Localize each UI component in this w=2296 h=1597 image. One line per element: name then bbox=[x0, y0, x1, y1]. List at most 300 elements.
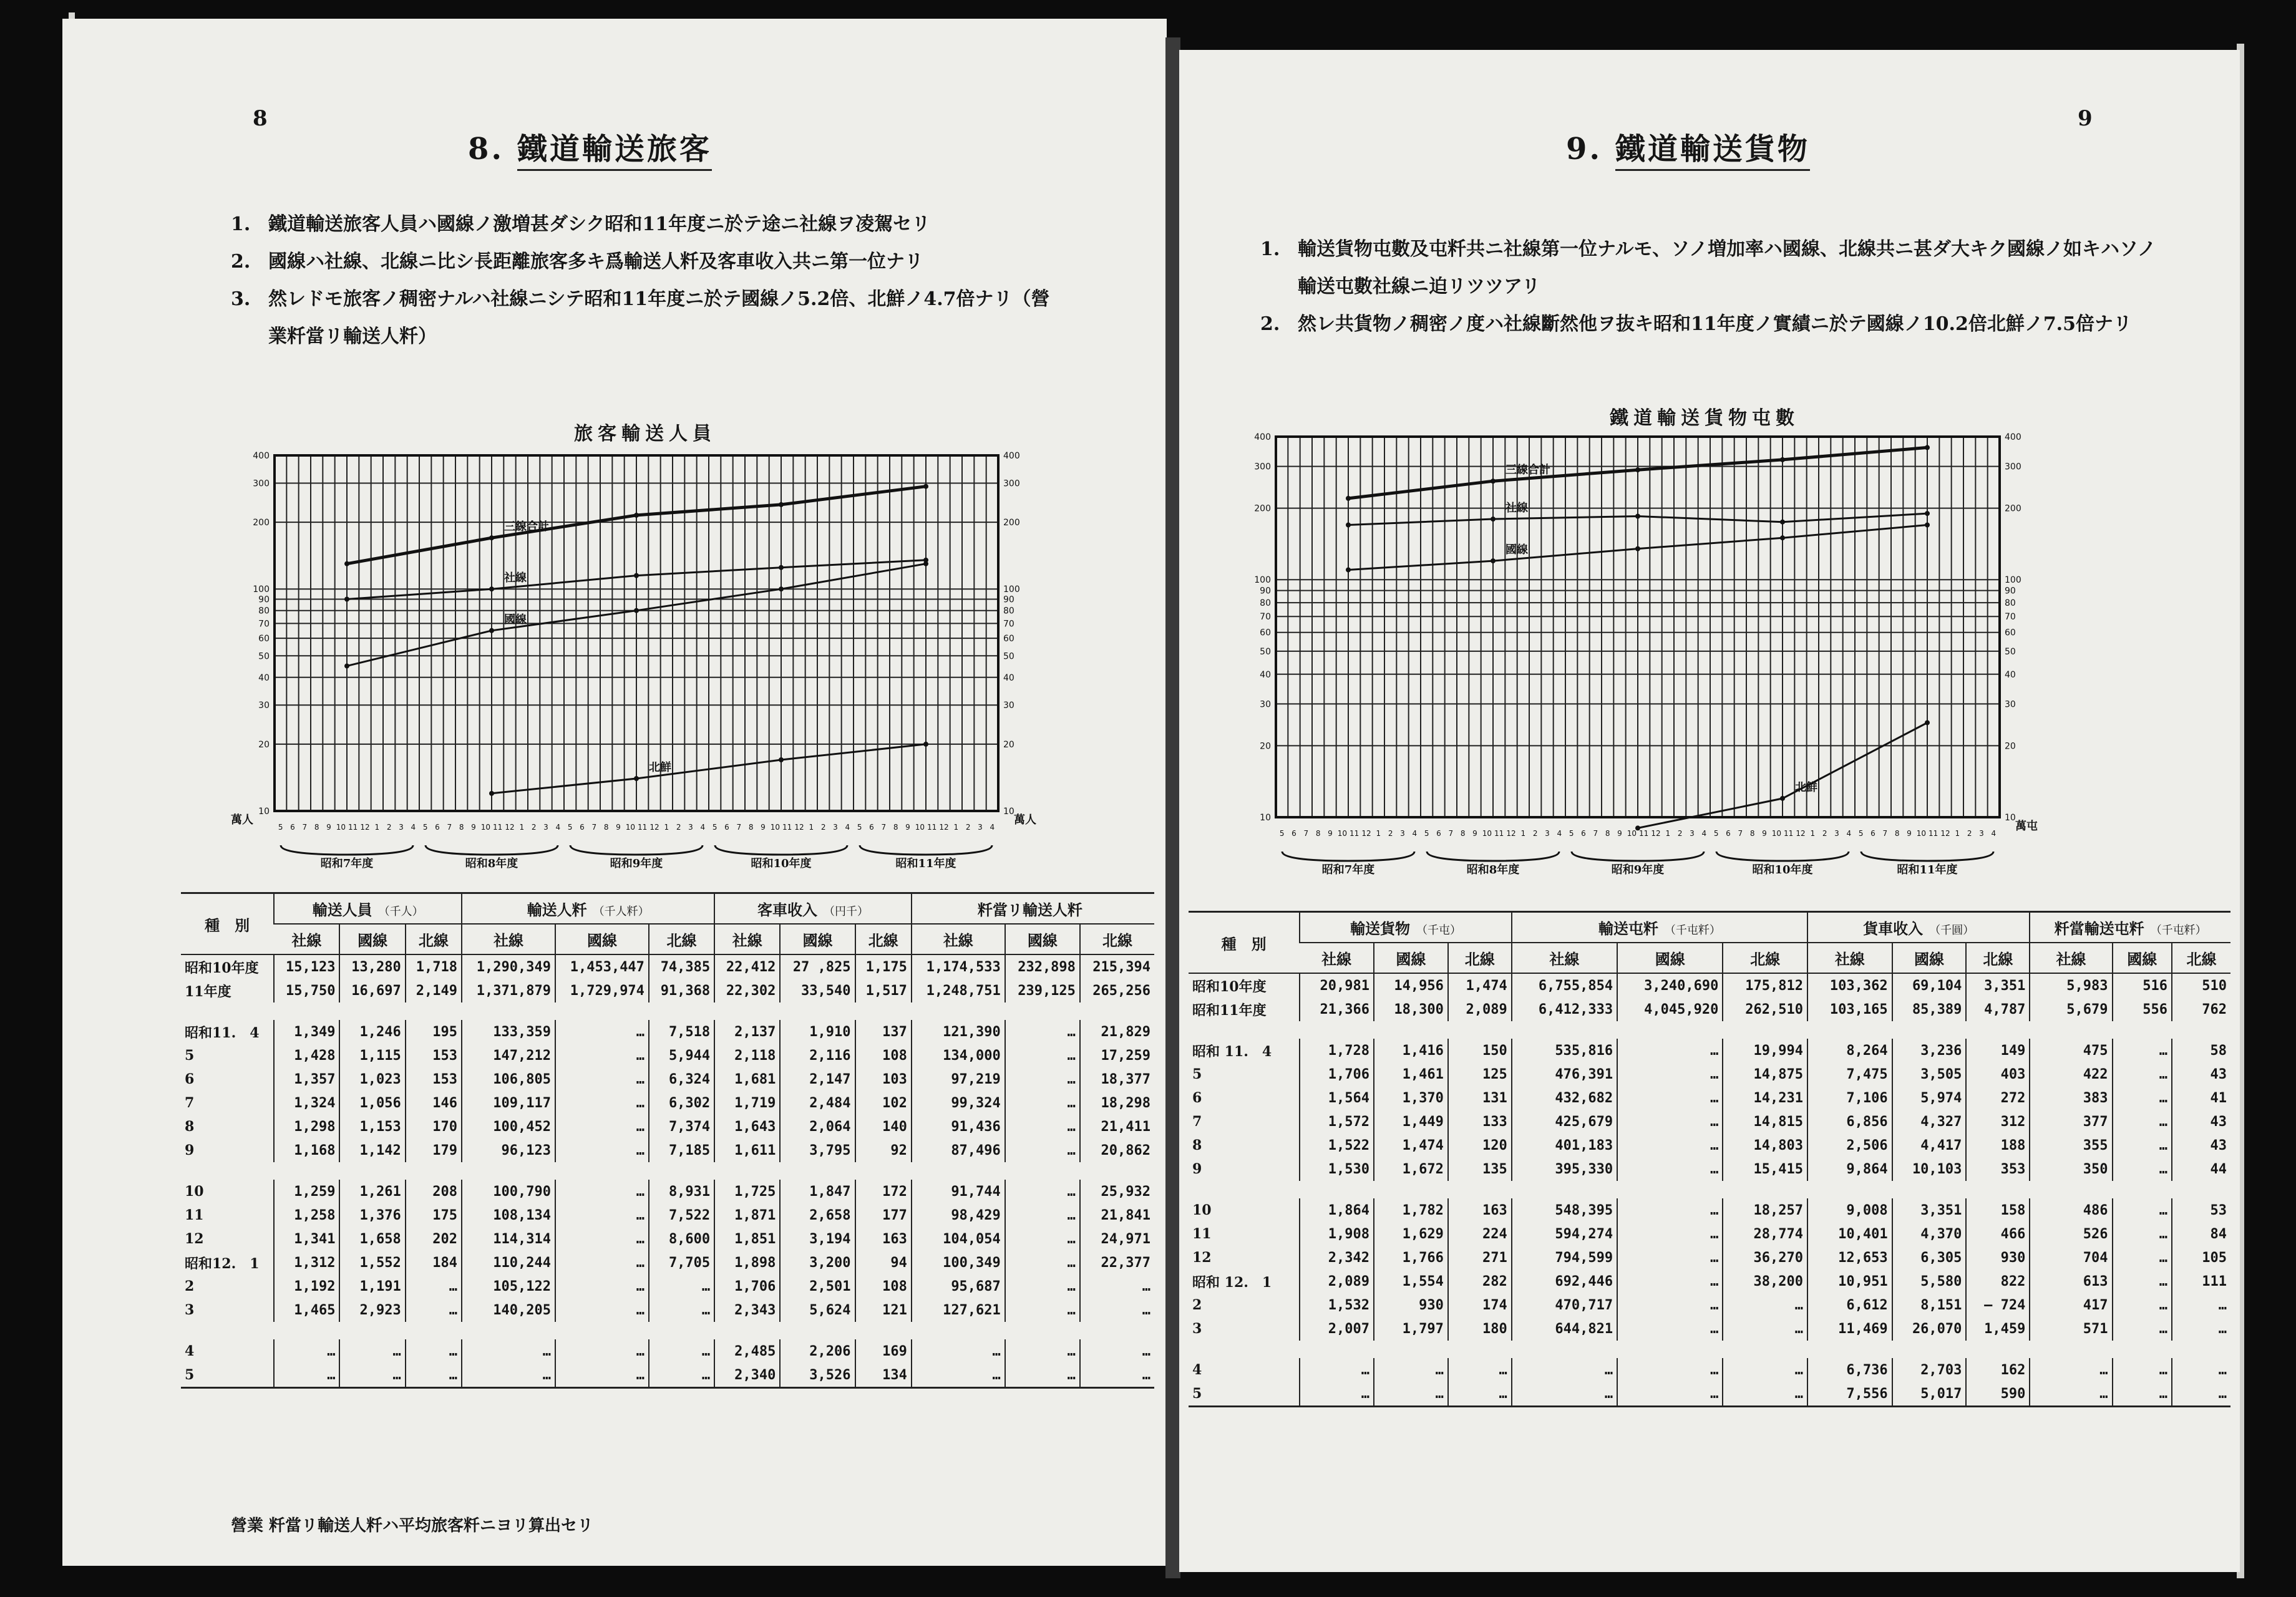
month-tick: 12 bbox=[1651, 829, 1661, 838]
table-cell: 103 bbox=[855, 1067, 912, 1091]
data-point bbox=[489, 791, 494, 796]
table-cell: … bbox=[1005, 1363, 1080, 1388]
table-cell: 33,540 bbox=[780, 979, 855, 1002]
year-label: 昭和10年度 bbox=[1752, 863, 1813, 876]
month-tick: 3 bbox=[543, 823, 548, 832]
col-kind: 種 別 bbox=[1189, 912, 1300, 974]
page-number: 8 bbox=[253, 106, 268, 131]
data-point bbox=[1491, 478, 1496, 483]
table-cell: 2,137 bbox=[714, 1020, 780, 1044]
table-cell: … bbox=[2113, 1358, 2172, 1382]
table-row bbox=[181, 1067, 1154, 1091]
month-tick: 9 bbox=[905, 823, 910, 832]
table-cell: 1,474 bbox=[1374, 1133, 1448, 1157]
month-tick: 12 bbox=[505, 823, 515, 832]
y-tick-label: 40 bbox=[258, 672, 270, 683]
table-cell: 108 bbox=[855, 1274, 912, 1298]
table-cell: … bbox=[1080, 1298, 1154, 1322]
month-tick: 12 bbox=[360, 823, 370, 832]
table-cell: … bbox=[2113, 1110, 2172, 1133]
data-point bbox=[1491, 558, 1496, 563]
y-tick-label: 300 bbox=[2005, 462, 2021, 472]
data-point bbox=[1925, 522, 1930, 527]
table-cell: 1,681 bbox=[714, 1067, 780, 1091]
table-cell: 1,706 bbox=[1300, 1062, 1374, 1086]
table-cell: … bbox=[555, 1091, 649, 1115]
data-point bbox=[1346, 567, 1351, 572]
table-cell: 1,357 bbox=[274, 1067, 339, 1091]
table-cell: … bbox=[555, 1298, 649, 1322]
table-cell: 3,194 bbox=[780, 1227, 855, 1251]
table-cell: 556 bbox=[2113, 998, 2172, 1021]
month-tick: 11 bbox=[1784, 829, 1794, 838]
sub-header: 社線 bbox=[274, 924, 339, 954]
month-tick: 1 bbox=[664, 823, 669, 832]
table-cell: … bbox=[406, 1339, 462, 1363]
month-tick: 2 bbox=[1677, 829, 1683, 838]
table-cell: 102 bbox=[855, 1091, 912, 1115]
table-cell: 8,931 bbox=[649, 1180, 714, 1203]
table-cell: 87,496 bbox=[912, 1138, 1005, 1162]
month-tick: 6 bbox=[580, 823, 585, 832]
table-cell: … bbox=[555, 1115, 649, 1138]
table-cell: 7,106 bbox=[1807, 1086, 1892, 1110]
table-cell: 2,149 bbox=[406, 979, 462, 1002]
table-cell: 762 bbox=[2172, 998, 2230, 1021]
sub-header: 國線 bbox=[1005, 924, 1080, 954]
table-cell: 195 bbox=[406, 1020, 462, 1044]
year-bracket bbox=[1572, 852, 1704, 861]
table-cell: … bbox=[2113, 1039, 2172, 1062]
data-point bbox=[489, 628, 494, 633]
table-cell: … bbox=[555, 1227, 649, 1251]
row-label: 2 bbox=[1192, 1297, 1202, 1313]
row-label: 昭和11年度 bbox=[1192, 1002, 1267, 1019]
table-cell: 1,871 bbox=[714, 1203, 780, 1227]
table-cell: 5,944 bbox=[649, 1044, 714, 1067]
table-cell: 179 bbox=[406, 1138, 462, 1162]
table-row bbox=[1189, 1246, 2230, 1269]
data-point bbox=[779, 565, 784, 570]
sub-header: 北線 bbox=[2172, 943, 2230, 973]
table-cell: 2,703 bbox=[1892, 1358, 1967, 1382]
table-cell: 2,501 bbox=[780, 1274, 855, 1298]
passenger-table bbox=[181, 892, 1154, 1389]
row-label: 5 bbox=[185, 1047, 195, 1064]
row-label: 5 bbox=[1189, 1382, 1300, 1407]
table-cell: 4,787 bbox=[1966, 998, 2030, 1021]
table-cell: 98,429 bbox=[912, 1203, 1005, 1227]
table-cell: 24,971 bbox=[1080, 1227, 1154, 1251]
table-cell: 2,485 bbox=[714, 1339, 780, 1363]
row-label: 8 bbox=[1192, 1137, 1202, 1153]
row-label: 昭和 11. 4 bbox=[1192, 1043, 1272, 1060]
table-cell: 1,370 bbox=[1374, 1086, 1448, 1110]
table-cell: 150 bbox=[1448, 1039, 1512, 1062]
table-cell: … bbox=[2030, 1358, 2112, 1382]
month-tick: 11 bbox=[348, 823, 358, 832]
data-point bbox=[779, 757, 784, 762]
y-tick-label: 40 bbox=[1260, 669, 1271, 680]
table-cell: 377 bbox=[2030, 1110, 2112, 1133]
year-label: 昭和11年度 bbox=[1897, 863, 1958, 876]
table-cell: 1,174,533 bbox=[912, 954, 1005, 979]
table-cell: 15,750 bbox=[274, 979, 339, 1002]
table-cell: 6,612 bbox=[1807, 1293, 1892, 1317]
month-tick: 3 bbox=[1545, 829, 1550, 838]
month-tick: 12 bbox=[794, 823, 804, 832]
month-tick: 12 bbox=[649, 823, 659, 832]
table-cell: 355 bbox=[2030, 1133, 2112, 1157]
year-bracket bbox=[1427, 852, 1559, 861]
table-cell: 1,324 bbox=[274, 1091, 339, 1115]
y-tick-label: 70 bbox=[258, 619, 270, 629]
month-tick: 5 bbox=[712, 823, 718, 832]
data-point bbox=[344, 596, 349, 601]
table-cell: 96,123 bbox=[462, 1138, 555, 1162]
y-tick-label: 30 bbox=[258, 701, 270, 711]
table-cell: 43 bbox=[2172, 1062, 2230, 1086]
month-tick: 1 bbox=[809, 823, 814, 832]
row-label: 8 bbox=[185, 1119, 195, 1135]
table-cell: … bbox=[2113, 1269, 2172, 1293]
table-cell: 1,298 bbox=[274, 1115, 339, 1138]
month-tick: 3 bbox=[1834, 829, 1839, 838]
footnote: 營業 粁當リ輸送人粁ハ平均旅客粁ニヨリ算出セリ bbox=[231, 1517, 594, 1535]
table-cell: 169 bbox=[855, 1339, 912, 1363]
data-point bbox=[1780, 796, 1785, 801]
y-tick-label: 200 bbox=[253, 518, 270, 528]
table-cell: 6,856 bbox=[1807, 1110, 1892, 1133]
month-tick: 1 bbox=[374, 823, 380, 832]
table-cell: 3,236 bbox=[1892, 1039, 1967, 1062]
table-cell: 4,327 bbox=[1892, 1110, 1967, 1133]
y-tick-label: 300 bbox=[1254, 462, 1271, 472]
table-row bbox=[1189, 1222, 2230, 1246]
table-cell: … bbox=[1617, 1358, 1723, 1382]
sub-header: 國線 bbox=[339, 924, 405, 954]
y-tick-label: 20 bbox=[2005, 741, 2016, 752]
month-tick: 6 bbox=[1436, 829, 1441, 838]
table-cell: 535,816 bbox=[1512, 1039, 1617, 1062]
table-cell: 5,017 bbox=[1892, 1382, 1967, 1407]
table-cell: … bbox=[274, 1363, 339, 1388]
book-gutter bbox=[1165, 37, 1180, 1578]
table-row bbox=[181, 1203, 1154, 1227]
table-cell: 2,342 bbox=[1300, 1246, 1374, 1269]
table-cell: 18,300 bbox=[1374, 998, 1448, 1021]
month-tick: 10 bbox=[625, 823, 635, 832]
table-row bbox=[1189, 1133, 2230, 1157]
year-label: 昭和8年度 bbox=[1466, 863, 1520, 876]
table-cell: … bbox=[1300, 1382, 1374, 1407]
year-label: 昭和8年度 bbox=[465, 857, 518, 870]
table-cell: 5,679 bbox=[2030, 998, 2112, 1021]
table-cell: … bbox=[2113, 1198, 2172, 1222]
table-cell: 99,324 bbox=[912, 1091, 1005, 1115]
table-cell: 26,070 bbox=[1892, 1317, 1967, 1341]
table-cell: 590 bbox=[1966, 1382, 2030, 1407]
y-tick-label: 90 bbox=[2005, 586, 2016, 596]
table-cell: 3,795 bbox=[780, 1138, 855, 1162]
table-cell: … bbox=[1617, 1293, 1723, 1317]
table-cell: 8,264 bbox=[1807, 1039, 1892, 1062]
data-point bbox=[1346, 522, 1351, 527]
table-cell: … bbox=[1448, 1382, 1512, 1407]
table-cell: 1,168 bbox=[274, 1138, 339, 1162]
data-point bbox=[344, 561, 349, 566]
month-tick: 10 bbox=[1771, 829, 1781, 838]
table-cell: … bbox=[1005, 1044, 1080, 1067]
table-cell: … bbox=[2113, 1246, 2172, 1269]
row-label: 3 bbox=[185, 1302, 195, 1318]
y-tick-label: 80 bbox=[1003, 606, 1014, 616]
table-cell: 15,123 bbox=[274, 954, 339, 979]
row-label: 5 bbox=[1192, 1066, 1202, 1082]
month-tick: 12 bbox=[939, 823, 949, 832]
table-cell: 153 bbox=[406, 1067, 462, 1091]
y-tick-label: 30 bbox=[1003, 701, 1014, 711]
table-cell: 353 bbox=[1966, 1157, 2030, 1181]
table-cell: 1,459 bbox=[1966, 1317, 2030, 1341]
point-item: 2. 國線ハ社線、北線ニ比シ長距離旅客多キ爲輸送人粁及客車收入共ニ第一位ナリ bbox=[231, 251, 923, 273]
month-tick: 8 bbox=[314, 823, 319, 832]
table-cell: … bbox=[1617, 1157, 1723, 1181]
y-tick-label: 90 bbox=[1260, 586, 1271, 596]
table-cell: … bbox=[1617, 1039, 1723, 1062]
table-cell: 133 bbox=[1448, 1110, 1512, 1133]
table-cell: 6,755,854 bbox=[1512, 973, 1617, 998]
month-tick: 7 bbox=[1882, 829, 1888, 838]
left-page bbox=[62, 19, 1167, 1566]
year-label: 昭和10年度 bbox=[751, 857, 812, 870]
table-cell: 53 bbox=[2172, 1198, 2230, 1222]
point-item: 3. 然レドモ旅客ノ稠密ナルハ社線ニシテ昭和11年度ニ於テ國線ノ5.2倍、北鮮ノ4.7倍ナリ（營業粁當リ輸送人粁） bbox=[231, 288, 1050, 347]
table-cell: 202 bbox=[406, 1227, 462, 1251]
month-tick: 8 bbox=[459, 823, 464, 832]
y-tick-label: 200 bbox=[1254, 503, 1271, 514]
table-cell: 1,706 bbox=[714, 1274, 780, 1298]
table-cell: 2,007 bbox=[1300, 1317, 1374, 1341]
sub-header: 社線 bbox=[2030, 943, 2112, 973]
table-cell: 188 bbox=[1966, 1133, 2030, 1157]
table-cell: — 724 bbox=[1966, 1293, 2030, 1317]
table-cell: … bbox=[2172, 1317, 2230, 1341]
table-cell: 1,175 bbox=[855, 954, 912, 979]
year-bracket bbox=[570, 845, 703, 855]
sub-header: 社線 bbox=[912, 924, 1005, 954]
series-label: 國線 bbox=[1506, 543, 1528, 557]
table-cell: 1,910 bbox=[780, 1020, 855, 1044]
table-cell: 20,981 bbox=[1300, 973, 1374, 998]
y-tick-label: 200 bbox=[1003, 518, 1020, 528]
y-tick-label: 30 bbox=[1260, 699, 1271, 710]
summary-points bbox=[1260, 231, 2159, 343]
month-tick: 9 bbox=[1617, 829, 1622, 838]
year-bracket bbox=[860, 845, 992, 855]
table-cell: … bbox=[1005, 1180, 1080, 1203]
month-tick: 5 bbox=[1279, 829, 1285, 838]
row-label: 12 bbox=[185, 1231, 204, 1247]
table-cell: 1,522 bbox=[1300, 1133, 1374, 1157]
table-cell: 22,377 bbox=[1080, 1251, 1154, 1274]
y-tick-label: 50 bbox=[258, 651, 270, 662]
table-cell: … bbox=[2030, 1382, 2112, 1407]
table-cell: … bbox=[2172, 1293, 2230, 1317]
table-cell: 114,314 bbox=[462, 1227, 555, 1251]
month-tick: 8 bbox=[603, 823, 609, 832]
group-header: 輸送屯粁 （千屯粁） bbox=[1512, 912, 1807, 943]
table-cell: 15,415 bbox=[1723, 1157, 1807, 1181]
month-tick: 1 bbox=[953, 823, 959, 832]
table-cell: 91,436 bbox=[912, 1115, 1005, 1138]
year-bracket bbox=[1282, 852, 1414, 861]
table-cell: 1,530 bbox=[1300, 1157, 1374, 1181]
table-row bbox=[1189, 1293, 2230, 1317]
series-label: 國線 bbox=[504, 613, 527, 626]
table-cell: 1,416 bbox=[1374, 1039, 1448, 1062]
y-tick-label: 50 bbox=[2005, 646, 2016, 657]
series-label: 北鮮 bbox=[649, 761, 671, 775]
month-tick: 12 bbox=[1940, 829, 1950, 838]
table-cell: 1,258 bbox=[274, 1203, 339, 1227]
page-title bbox=[1566, 125, 1810, 168]
month-tick: 4 bbox=[990, 823, 995, 832]
row-label: 昭和11. 4 bbox=[185, 1024, 260, 1041]
table-cell: … bbox=[1005, 1227, 1080, 1251]
y-tick-label: 70 bbox=[2005, 612, 2016, 623]
table-cell: 1,611 bbox=[714, 1138, 780, 1162]
table-cell: … bbox=[1005, 1091, 1080, 1115]
table-row bbox=[1189, 1269, 2230, 1293]
row-label: 6 bbox=[1192, 1090, 1202, 1106]
table-cell: … bbox=[2113, 1133, 2172, 1157]
table-row bbox=[1189, 1039, 2230, 1062]
table-cell: 1,056 bbox=[339, 1091, 405, 1115]
table-cell: 510 bbox=[2172, 973, 2230, 998]
table-cell: 1,532 bbox=[1300, 1293, 1374, 1317]
month-tick: 7 bbox=[302, 823, 308, 832]
month-tick: 7 bbox=[591, 823, 597, 832]
table-cell: 44 bbox=[2172, 1157, 2230, 1181]
sub-header: 國線 bbox=[1374, 943, 1448, 973]
table-cell: 110,244 bbox=[462, 1251, 555, 1274]
table-cell: … bbox=[555, 1180, 649, 1203]
freight-table bbox=[1189, 911, 2230, 1407]
month-tick: 11 bbox=[1639, 829, 1649, 838]
sub-header: 社線 bbox=[1300, 943, 1374, 973]
month-tick: 9 bbox=[761, 823, 766, 832]
month-tick: 2 bbox=[965, 823, 971, 832]
month-tick: 1 bbox=[1955, 829, 1960, 838]
data-point bbox=[1635, 546, 1640, 551]
table-cell: 1,672 bbox=[1374, 1157, 1448, 1181]
table-cell: … bbox=[2172, 1382, 2230, 1407]
sub-header: 社線 bbox=[462, 924, 555, 954]
table-cell: 822 bbox=[1966, 1269, 2030, 1293]
table-row bbox=[181, 1180, 1154, 1203]
page-title bbox=[468, 125, 712, 168]
table-cell: 1,564 bbox=[1300, 1086, 1374, 1110]
table-cell: 2,506 bbox=[1807, 1133, 1892, 1157]
table-cell: 21,411 bbox=[1080, 1115, 1154, 1138]
table-cell: … bbox=[274, 1339, 339, 1363]
unit-right: 萬屯 bbox=[2015, 820, 2038, 833]
table-cell: 1,023 bbox=[339, 1067, 405, 1091]
row-label: 昭和12. 1 bbox=[185, 1255, 260, 1272]
month-tick: 5 bbox=[567, 823, 573, 832]
y-tick-label: 10 bbox=[1003, 807, 1014, 817]
table-cell: … bbox=[1080, 1339, 1154, 1363]
table-cell: 3,200 bbox=[780, 1251, 855, 1274]
table-cell: … bbox=[1617, 1246, 1723, 1269]
year-bracket bbox=[715, 845, 847, 855]
table-cell: 2,340 bbox=[714, 1363, 780, 1388]
y-tick-label: 300 bbox=[253, 478, 270, 489]
table-cell: … bbox=[555, 1339, 649, 1363]
sub-header: 北線 bbox=[1080, 924, 1154, 954]
month-tick: 8 bbox=[748, 823, 754, 832]
row-label: 昭和10年度 bbox=[185, 959, 259, 976]
table-cell: 121,390 bbox=[912, 1020, 1005, 1044]
table-cell: 470,717 bbox=[1512, 1293, 1617, 1317]
sub-header: 國線 bbox=[1617, 943, 1723, 973]
table-cell: 594,274 bbox=[1512, 1222, 1617, 1246]
group-header: 輸送人粁 （千人粁） bbox=[462, 893, 714, 925]
table-cell: … bbox=[1448, 1358, 1512, 1382]
y-tick-label: 20 bbox=[1003, 739, 1014, 750]
sub-header: 國線 bbox=[780, 924, 855, 954]
table-cell: 14,803 bbox=[1723, 1133, 1807, 1157]
table-cell: 125 bbox=[1448, 1062, 1512, 1086]
month-tick: 8 bbox=[1894, 829, 1900, 838]
table-cell: 466 bbox=[1966, 1222, 2030, 1246]
month-tick: 10 bbox=[1482, 829, 1492, 838]
table-cell: 265,256 bbox=[1080, 979, 1154, 1002]
data-point bbox=[923, 561, 928, 566]
table-cell: 1,376 bbox=[339, 1203, 405, 1227]
unit-left: 萬人 bbox=[231, 813, 253, 827]
data-point bbox=[489, 586, 494, 591]
month-tick: 1 bbox=[1665, 829, 1671, 838]
table-cell: … bbox=[1617, 1269, 1723, 1293]
month-tick: 11 bbox=[638, 823, 648, 832]
table-cell: 1,465 bbox=[274, 1298, 339, 1322]
month-tick: 12 bbox=[1796, 829, 1806, 838]
table-cell: … bbox=[1617, 1062, 1723, 1086]
table-cell: 18,377 bbox=[1080, 1067, 1154, 1091]
spacer-row bbox=[181, 1322, 1154, 1339]
month-tick: 10 bbox=[1627, 829, 1637, 838]
title-text: 鐵道輸送旅客 bbox=[517, 132, 712, 171]
month-tick: 4 bbox=[555, 823, 561, 832]
table-row bbox=[181, 1274, 1154, 1298]
y-tick-label: 20 bbox=[1260, 741, 1271, 752]
table-cell: 10,401 bbox=[1807, 1222, 1892, 1246]
table-cell: … bbox=[2113, 1222, 2172, 1246]
table-cell: 22,302 bbox=[714, 979, 780, 1002]
month-tick: 3 bbox=[1979, 829, 1984, 838]
table-cell: … bbox=[2113, 1382, 2172, 1407]
table-cell: 12,653 bbox=[1807, 1246, 1892, 1269]
data-point bbox=[1780, 457, 1785, 462]
table-cell: 1,725 bbox=[714, 1180, 780, 1203]
table-cell: 312 bbox=[1966, 1110, 2030, 1133]
month-tick: 1 bbox=[519, 823, 525, 832]
table-cell: 6,412,333 bbox=[1512, 998, 1617, 1021]
y-tick-label: 400 bbox=[2005, 432, 2021, 442]
table-cell: 74,385 bbox=[649, 954, 714, 979]
